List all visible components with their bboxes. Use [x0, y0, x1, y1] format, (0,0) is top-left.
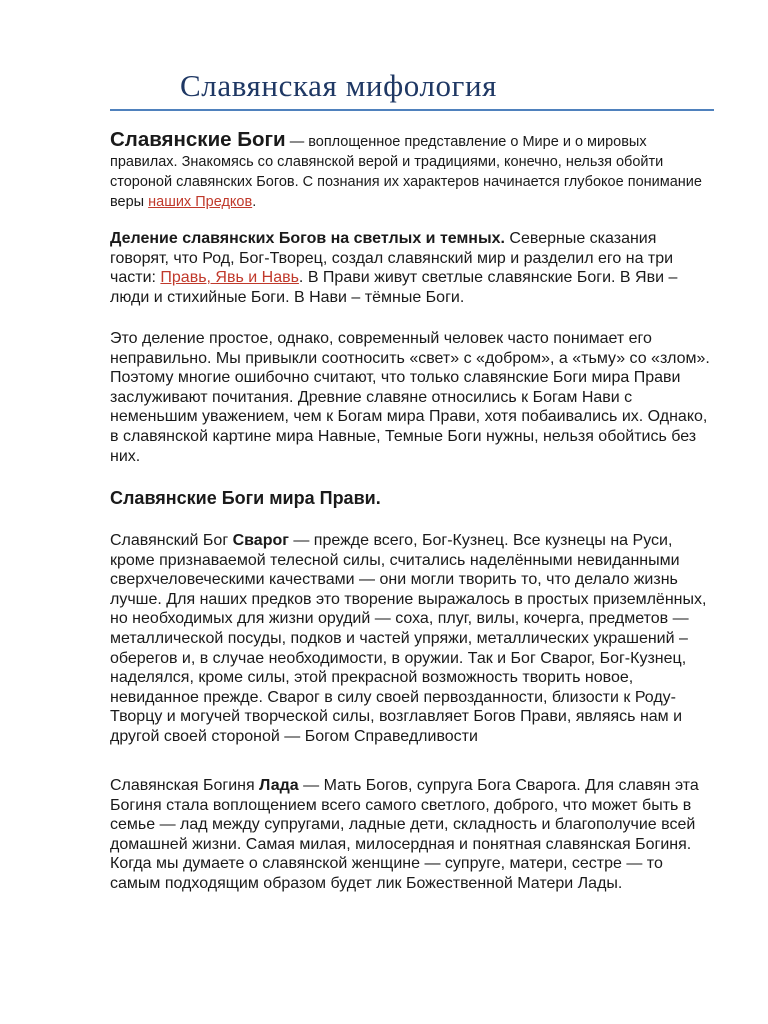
intro-text-end: . — [252, 194, 257, 210]
lada-intro: Славянская Богиня — [110, 777, 260, 794]
prav-yav-nav-link[interactable]: Правь, Явь и Навь — [160, 269, 299, 287]
division-text-end: . В Прави живут светлые славянские Боги. В Яви – люди и стихийные Боги. В Нави – тёмные Боги. — [110, 269, 678, 306]
intro-paragraph — [110, 130, 716, 212]
intro-term: Славянские Боги — [110, 128, 286, 151]
lada-text: — Мать Богов, супруга Бога Сварога. Для славян эта Богиня стала воплощением всего самого светлого, доброго, что может быть в семье — лад между супругами, ладные дети, складность и благополучие всей домашней жизни. Самая милая, милосердная и понятная славянская Богиня. Когда мы думаете о славянской женщине — супруге, матери, сестре — то самым подходящим образом будет лик Божественной Матери Лады. — [110, 777, 699, 892]
svarog-intro: Славянский Бог — [110, 532, 233, 549]
division-text: Северные сказания говорят, что Род, Бог-Творец, создал славянский мир и разделил его на три части: — [110, 230, 674, 287]
ancestors-link[interactable]: наших Предков — [148, 194, 253, 210]
division-note-paragraph: Это деление простое, однако, современный человек часто понимает его неправильно. Мы привыкли соотносить «свет» с «добром», а «тьму» со «злом». Поэтому многие ошибочно считают, что только славянские Боги мира Прави заслуживают почитания. Древние славяне относились к Богам Нави с неменьшим уважением, чем к Богам мира Прави, хотя побаивались их. Однако, в славянской картине мира Навные, Темные Боги нужны, нельзя обойтись без них. — [110, 330, 710, 465]
title-underline-divider — [110, 109, 714, 111]
document-title: Славянская мифология — [180, 68, 498, 103]
lada-name: Лада — [259, 777, 299, 794]
svarog-text: — прежде всего, Бог-Кузнец. Все кузнецы на Руси, кроме признаваемой телесной силы, считались наделёнными невиданными сверхчеловеческими качествами — они могли творить то, что делало жизнь лучше. Для наших предков это творение выражалось в простых приземлённых, но необходимых для жизни орудий — соха, плуг, вилы, кочерга, предметов — металлической посуды, подков и частей упряжи, металлических украшений – оберегов и, в случае необходимости, в оружии. Так и Бог Сварог, Бог-Кузнец, наделялся, кроме силы, этой прекрасной возможность творить новое, невиданное прежде. Сварог в силу своей первозданности, близости к Роду-Творцу и могучей творческой силы, возглавляет Богов Прави, являясь нам и другой своей стороной — Богом Справедливости — [110, 532, 707, 745]
svarog-name: Сварог — [232, 532, 289, 549]
section-heading: Славянские Боги мира Прави. — [110, 488, 381, 508]
intro-text: — воплощенное представление о Мире и о мировых правилах. Знакомясь со славянской верой и традициями, конечно, нельзя обойти стороной славянских Богов. С познания их характеров начинается глубокое понимание веры — [110, 134, 702, 210]
division-heading: Деление славянских Богов на светлых и темных. — [110, 230, 505, 247]
division-paragraph — [110, 229, 716, 307]
lada-paragraph — [110, 776, 716, 894]
svarog-paragraph — [110, 531, 716, 747]
